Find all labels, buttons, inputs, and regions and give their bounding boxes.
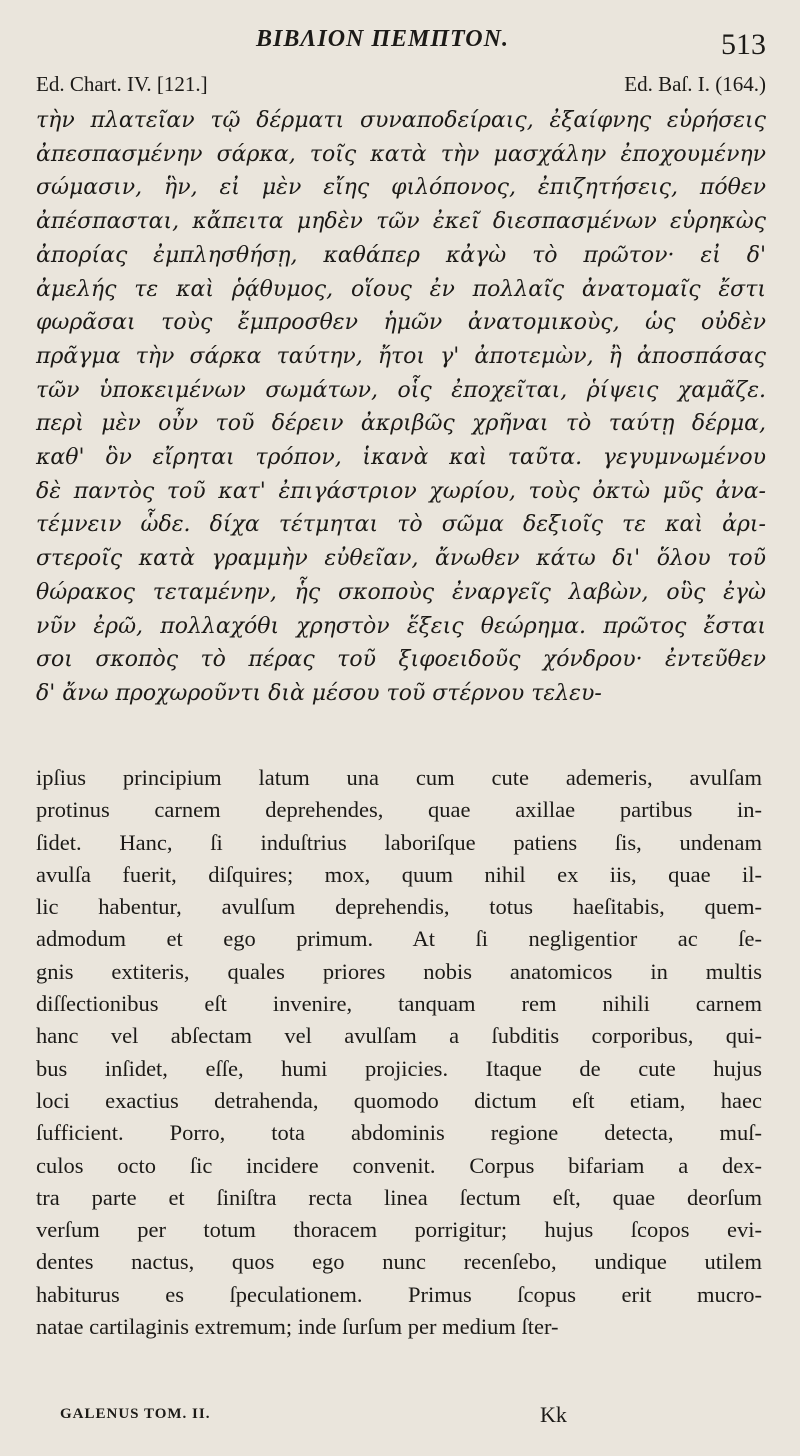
greek-text-line: καθ' ὃν εἴρηται τρόπον, ἱκανὰ καὶ ταῦτα. γεγυμνωμένου bbox=[36, 445, 766, 471]
greek-text-line: δ' ἄνω προχωροῦντι διὰ μέσου τοῦ στέρνου τελευ- bbox=[36, 680, 602, 706]
greek-text-line: τῶν ὑποκειμένων σωμάτων, οἷς ἐποχεῖται, ῥίψεις χαμᾶζε. bbox=[36, 377, 766, 403]
latin-text-line: protinus carnem deprehendes, quae axillae partibus in- bbox=[36, 797, 762, 823]
latin-text-line: admodum et ego primum. At ſi negligentior ac ſe- bbox=[36, 926, 762, 952]
greek-text-line: δὲ παντὸς τοῦ κατ' ἐπιγάστριον χωρίου, τοὺς ὀκτὼ μῦς ἀνα- bbox=[36, 478, 766, 504]
latin-text-line: culos octo ſic incidere convenit. Corpus bifariam a dex- bbox=[36, 1152, 762, 1178]
latin-text-line: diſſectionibus eſt invenire, tanquam rem nihili carnem bbox=[36, 991, 762, 1017]
printer-signature: GALENUS TOM. II. bbox=[60, 1406, 211, 1422]
running-title: ΒΙΒΛΙΟΝ ΠΕΜΠΤΟΝ. bbox=[256, 26, 509, 52]
greek-text-line: θώρακος τεταμένην, ἧς σκοποὺς ἐναργεῖς λαβὼν, οὓς ἐγὼ bbox=[36, 579, 766, 605]
latin-text-line: bus inſidet, eſſe, humi projicies. Itaque de cute hujus bbox=[36, 1055, 762, 1081]
edition-references bbox=[36, 72, 766, 104]
greek-text-line: σοι σκοπὸς τὸ πέρας τοῦ ξιφοειδοῦς χόνδρου· ἐντεῦθεν bbox=[36, 647, 766, 673]
greek-text-line: ἀμελής τε καὶ ῥᾴθυμος, οἵους ἐν πολλαῖς ἀνατομαῖς ἔστι bbox=[36, 276, 766, 302]
latin-text-line: ſufficient. Porro, tota abdominis regione detecta, muſ- bbox=[36, 1120, 762, 1146]
latin-text-line: hanc vel abſectam vel avulſam a ſubditis corporibus, qui- bbox=[36, 1023, 762, 1049]
edition-reference-chartier: Ed. Chart. IV. [121.] bbox=[36, 72, 208, 96]
running-head bbox=[0, 24, 800, 64]
signature-mark: Kk bbox=[540, 1402, 567, 1427]
greek-text-line: τὴν πλατεῖαν τῷ δέρματι συναποδείραις, ἐξαίφνης εὑρήσεις bbox=[36, 108, 766, 133]
latin-text-line: verſum per totum thoracem porrigitur; hujus ſcopos evi- bbox=[36, 1217, 762, 1243]
greek-text-line: ἀπορίας ἐμπλησθήσῃ, καθάπερ κἀγὼ τὸ πρῶτον· εἰ δ' bbox=[36, 242, 766, 268]
greek-text-line: τέμνειν ὧδε. δίχα τέτμηται τὸ σῶμα δεξιοῖς τε καὶ ἀρι- bbox=[36, 512, 766, 538]
greek-text-line: περὶ μὲν οὖν τοῦ δέρειν ἀκριβῶς χρῆναι τὸ ταύτῃ δέρμα, bbox=[36, 411, 766, 437]
edition-reference-basel: Ed. Baſ. I. (164.) bbox=[624, 72, 766, 96]
latin-text-line: ſidet. Hanc, ſi induſtrius laboriſque patiens ſis, undenam bbox=[36, 829, 762, 855]
greek-text-line: σώμασιν, ἣν, εἰ μὲν εἴης φιλόπονος, ἐπιζητήσεις, πόθεν bbox=[36, 175, 766, 201]
latin-text-line: habiturus es ſpeculationem. Primus ſcopus erit mucro- bbox=[36, 1281, 762, 1307]
greek-text-block bbox=[36, 104, 766, 711]
signature-line bbox=[60, 1402, 600, 1432]
latin-text-line: natae cartilaginis extremum; inde ſurſum per medium ſter- bbox=[36, 1314, 559, 1340]
greek-text-line: πρᾶγμα τὴν σάρκα ταύτην, ἤτοι γ' ἀποτεμὼν, ἢ ἀποσπάσας bbox=[36, 343, 766, 369]
latin-text-line: tra parte et ſiniſtra recta linea ſectum eſt, quae deorſum bbox=[36, 1184, 762, 1210]
greek-text-line: φωρᾶσαι τοὺς ἔμπροσθεν ἡμῶν ἀνατομικοὺς, ὡς οὐδὲν bbox=[36, 310, 766, 336]
greek-text-line: νῦν ἐρῶ, πολλαχόθι χρηστὸν ἕξεις θεώρημα. πρῶτος ἔσται bbox=[36, 613, 766, 639]
latin-text-block bbox=[36, 762, 762, 1343]
latin-text-line: avulſa fuerit, diſquires; mox, quum nihil ex iis, quae il- bbox=[36, 861, 762, 887]
greek-text-line: στεροῖς κατὰ γραμμὴν εὐθεῖαν, ἄνωθεν κάτω δι' ὅλου τοῦ bbox=[36, 546, 766, 572]
latin-text-line: dentes nactus, quos ego nunc recenſebo, undique utilem bbox=[36, 1249, 762, 1275]
greek-text-line: ἀπέσπασται, κἄπειτα μηδὲν τῶν ἐκεῖ διεσπασμένων εὑρηκὼς bbox=[36, 209, 766, 235]
latin-text-line: lic habentur, avulſum deprehendis, totus haeſitabis, quem- bbox=[36, 894, 762, 920]
page-number: 513 bbox=[721, 28, 766, 61]
latin-text-line: gnis extiteris, quales priores nobis anatomicos in multis bbox=[36, 958, 762, 984]
latin-text-line: ipſius principium latum una cum cute ademeris, avulſam bbox=[36, 765, 762, 790]
greek-text-line: ἀπεσπασμένην σάρκα, τοῖς κατὰ τὴν μασχάλην ἐποχουμένην bbox=[36, 141, 766, 167]
latin-text-line: loci exactius detrahenda, quomodo dictum eſt etiam, haec bbox=[36, 1087, 762, 1113]
